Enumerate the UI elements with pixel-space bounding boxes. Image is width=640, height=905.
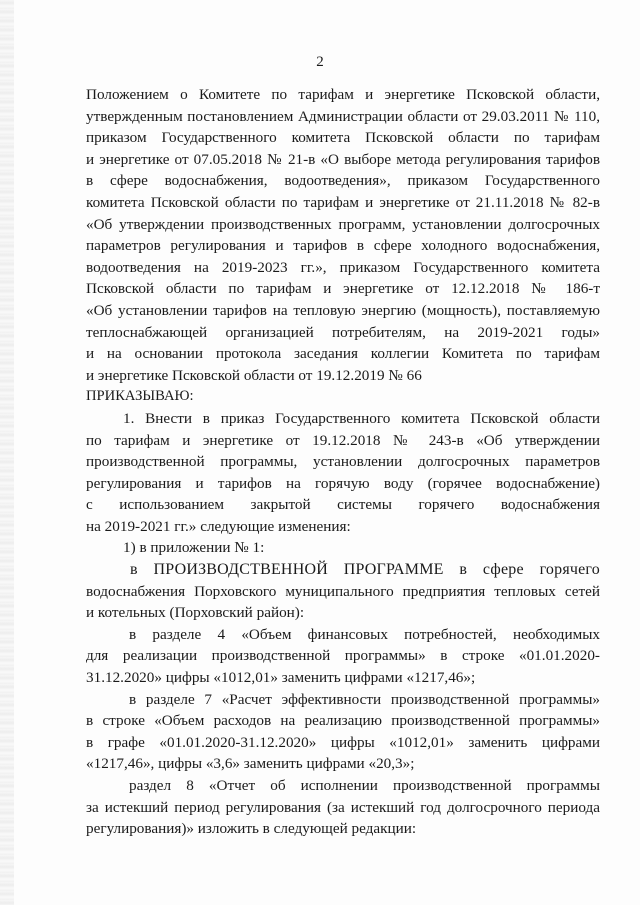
text-line: приказом Государственного комитета Псковской области по тарифам <box>86 129 600 147</box>
text-line: в сфере водоснабжения, водоотведения», приказом Государственного <box>86 172 600 190</box>
text-line: и котельных (Порховский район): <box>86 604 305 622</box>
text-line: производственной программы, установлении долгосрочных параметров <box>86 453 600 471</box>
text-line: с использованием закрытой системы горячего водоснабжения <box>86 496 600 514</box>
document-body <box>86 84 600 840</box>
text-line: в разделе 7 «Расчет эффективности производственной программы» <box>129 690 600 708</box>
text-line: регулирования и тарифов на горячую воду (горячее водоснабжение) <box>86 474 600 492</box>
text-line: по тарифам и энергетике от 19.12.2018 № 243-в «Об утверждении <box>86 431 600 449</box>
text-line: раздел 8 «Отчет об исполнении производственной программы <box>129 777 600 794</box>
text-line: Положением о Комитете по тарифам и энергетике Псковской области, <box>86 86 600 103</box>
text-line: на 2019-2021 гг.» следующие изменения: <box>86 517 351 535</box>
text-line: для реализации производственной программы» в строке «01.01.2020- <box>86 647 600 665</box>
text-line: 1. Внести в приказ Государственного комитета Псковской области <box>123 409 600 427</box>
text-line: за истекший период регулирования (за истекший год долгосрочного периода <box>86 798 600 816</box>
text-line: в строке «Объем расходов на реализацию производственной программы» <box>86 712 600 730</box>
text-line: в разделе 4 «Объем финансовых потребностей, необходимых <box>129 625 600 643</box>
text-line: параметров регулирования и тарифов в сфере холодного водоснабжения, <box>86 237 600 255</box>
text-line: в ПРОИЗВОДСТВЕННОЙ ПРОГРАММЕ в сфере горячего <box>130 561 600 579</box>
text-line: водоснабжения Порховского муниципального предприятия тепловых сетей <box>86 582 600 600</box>
text-line: водоотведения на 2019-2023 гг.», приказом Государственного комитета <box>86 258 600 276</box>
text-line: Псковской области по тарифам и энергетике от 12.12.2018 № 186-т <box>86 280 600 298</box>
text-line: «Об утверждении производственных программ, установлении долгосрочных <box>86 215 600 233</box>
page-number: 2 <box>316 54 324 70</box>
text-line: 31.12.2020» цифры «1012,01» заменить цифрами «1217,46»; <box>86 669 476 687</box>
text-line: регулирования)» изложить в следующей редакции: <box>86 820 417 838</box>
text-line: «1217,46», цифры «3,6» заменить цифрами «20,3»; <box>86 755 415 773</box>
text-line: утвержденным постановлением Администрации области от 29.03.2011 № 110, <box>86 107 600 125</box>
text-line: теплоснабжающей организацией потребителям, на 2019-2021 годы» <box>86 323 600 341</box>
text-line: и энергетике от 07.05.2018 № 21-в «О выборе метода регулирования тарифов <box>86 150 600 168</box>
text-line: 1) в приложении № 1: <box>123 539 265 557</box>
text-line: в графе «01.01.2020-31.12.2020» цифры «1012,01» заменить цифрами <box>86 733 600 751</box>
text-line: и на основании протокола заседания коллегии Комитета по тарифам <box>86 345 600 363</box>
order-heading: ПРИКАЗЫВАЮ: <box>86 388 194 405</box>
text-line: и энергетике Псковской области от 19.12.2019 № 66 <box>86 366 422 384</box>
text-line: комитета Псковской области по тарифам и энергетике от 21.11.2018 № 82-в <box>86 193 600 211</box>
scan-edge-artifact <box>0 0 14 905</box>
text-line: «Об установлении тарифов на тепловую энергию (мощность), поставляемую <box>86 301 600 319</box>
